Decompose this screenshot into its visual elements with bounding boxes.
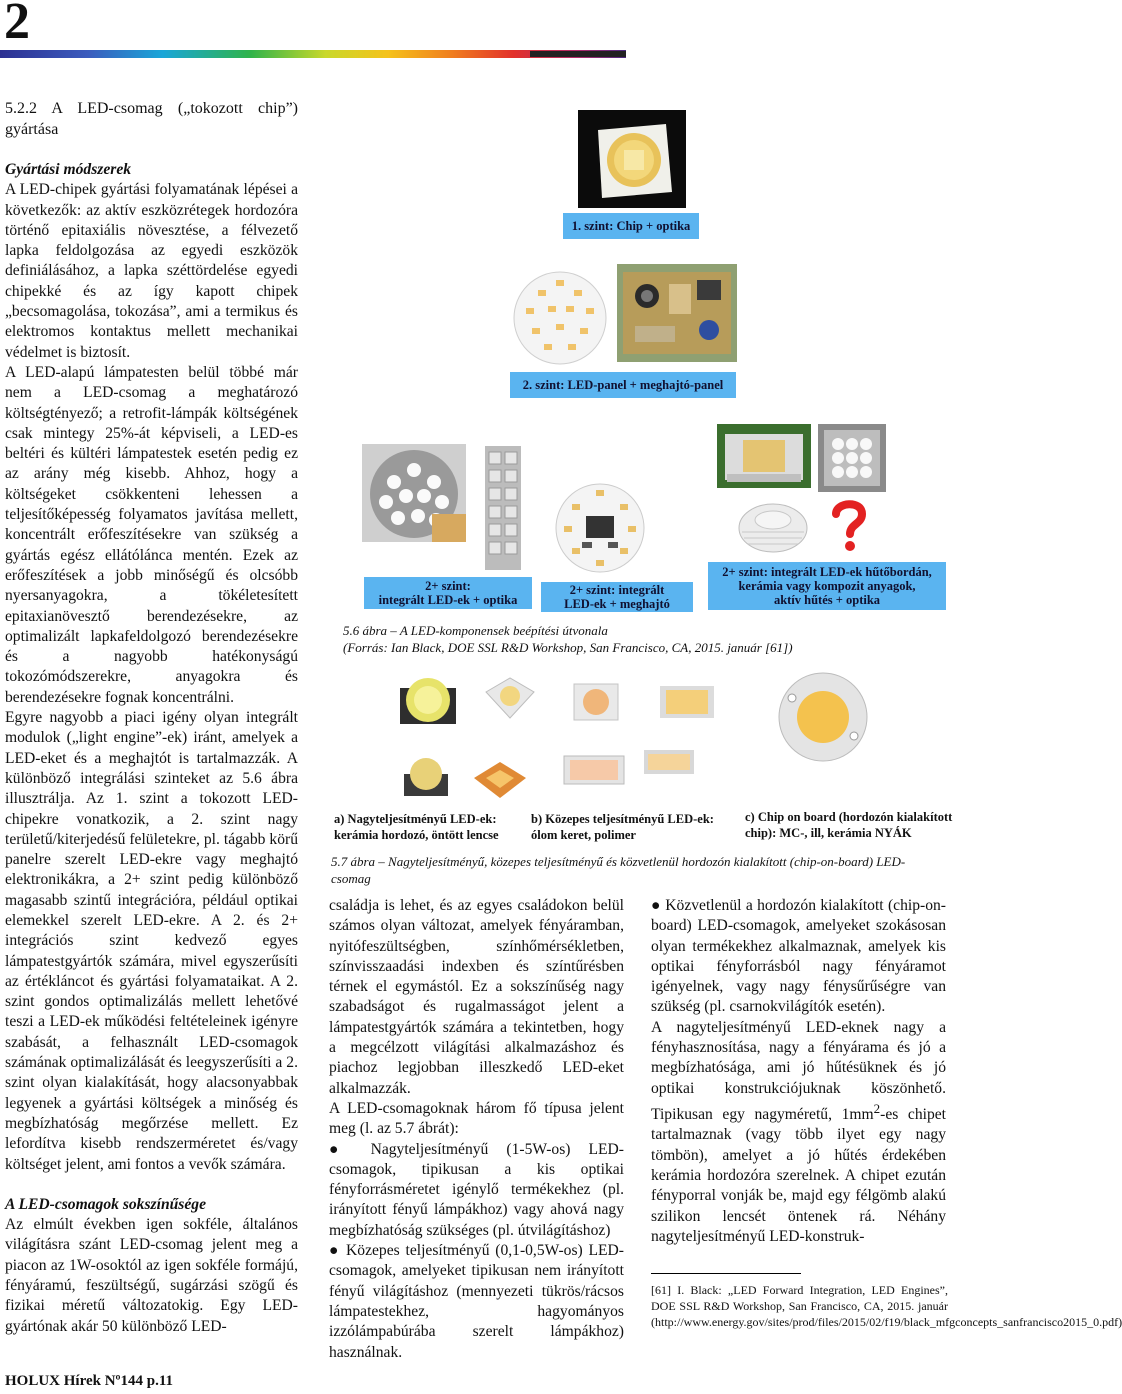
high-power-led-photo (480, 674, 538, 724)
left-column (5, 98, 298, 1337)
led-optics-module-photo (362, 444, 466, 542)
chip-on-board-led-photo (770, 668, 876, 766)
bullet-high-power: ● Nagyteljesítményű (1-5W-os) LED-csomagok, tipikusan a kis optikai fényforrásméretet igénylő termékekhez (pl. irányított fényű lámpákhoz) vagy ahová nagy megbízhatóság szükséges (pl. útvilágításhoz) (329, 1140, 624, 1239)
subheading-diversity: A LED-csomagok sokszínűsége (5, 1195, 207, 1213)
subheading-methods: Gyártási módszerek (5, 161, 132, 178)
bullet-mid-power: ● Közepes teljesítményű (0,1-0,5W-os) LED-csomagok, amelyeket tipikusan nem irányított fényű világításhoz (mennyezeti tükrös/rácsos lámpatestekhez, hagyományos izzólámpabúrába szerelt lámpákhoz) használnak. (329, 1242, 624, 1361)
mid-power-led-photo (568, 676, 624, 724)
label-level-2plus-optics: 2+ szint: integrált LED-ek + optika (364, 577, 532, 609)
figure-5-7-label-a: a) Nagyteljesítményű LED-ek: kerámia hordozó, öntött lencse (334, 812, 499, 842)
figure-5-7-label-b: b) Közepes teljesítményű LED-ek: ólom keret, polimer (531, 812, 714, 842)
integrated-led-driver-photo (552, 480, 648, 576)
high-power-led-photo (398, 752, 454, 800)
heatsink-led-photo (717, 424, 811, 488)
text-column-middle (329, 896, 624, 1363)
question-mark-icon (828, 498, 870, 552)
label-level-2: 2. szint: LED-panel + meghajtó-panel (510, 372, 736, 398)
page-number: 2 (4, 0, 30, 50)
footnote: [61] I. Black: „LED Forward Integration, LED Engines”, DOE SSL R&D Workshop, San Francisco, CA, 2015. január (http://www.energy.gov/sites/prod/files/2015/02/f19/black_mfgconcepts_sanfrancisco2015_0.pdf) (651, 1283, 1122, 1329)
section-heading: 5.2.2 A LED-csomag („tokozott chip”) gyártása (5, 100, 298, 138)
text-column-right (651, 896, 946, 1247)
paragraph: A LED-csomagoknak három fő típusa jelent meg (l. az 5.7 ábrát): (329, 1099, 624, 1138)
figure-5-6-caption: 5.6 ábra – A LED-komponensek beépítési útvonala (343, 623, 608, 638)
mid-power-led-photo (656, 680, 718, 722)
label-level-2plus-driver: 2+ szint: integrált LED-ek + meghajtó (541, 582, 693, 612)
mid-power-led-photo (560, 752, 628, 788)
led-array-photo (818, 424, 886, 492)
driver-board-photo (617, 264, 737, 362)
paragraph: Az elmúlt években igen sokféle, általános világításra szánt LED-csomag jelent meg a piacon az 1W-osoktól az igen sokféle formájú, fényáramú, feszültségű, sugárzási szögű és fizikai méretű változatokig. Egy LED-gyártónak akár 50 különböző LED- (5, 1216, 298, 1335)
high-power-led-photo (392, 672, 464, 728)
page-footer: HOLUX Hírek Nº144 p.11 (5, 1373, 174, 1389)
paragraph: Egyre nagyobb a piaci igény olyan integrált modulok („light engine”-ek) iránt, amelyek a LED-eket és a meghajtót is tartalmazzák. A különböző integrálási szinteket az 5.6 ábra illusztrálja. Az 1. szint a tokozott LED-chipekre vonatkozik, a 2. szint nagy területű/kiterjedésű felületekre, pl. tágabb körű panelre szerelt LED-ekre vagy meghajtó elektronikákra, a 2+ szint pedig különböző magasabb szintű integrációra, például optikai elemekkel szerelt LED-ekre. A 2. és 2+ integrációs szint kedvező egyes lámpatestgyártók számára, mivel egyszerűsíti az értékláncot és gyártási folyamataikat. A 2. szint gondos optimalizálás mellett lehetővé teszi a LED-ek működési feltételeinek igényre szabását, a felhasznált LED-csomagok számának optimalizálását és leegyszerűsíti a 2. szint olyan kialakítását, hogy alacsonyabbak legyenek a gyártási költségek a minőség és megbízhatóság megőrzése mellett. Ez lefordítva kisebb rendszerméretet és/vagy költséget jelent, ami fontos a vevők számára. (5, 709, 298, 1173)
bullet-chip-on-board: ● Közvetlenül a hordozón kialakított (chip-on-board) LED-csomagok, amelyeket szokásosan olyan termékekhez alkalmaznak, amelyek kis optikai fényforrásból nagy fényáramot igényelnek, vagy nagy fénysűrűségre van szükség (pl. csarnokvilágítók esetén). (651, 897, 946, 1016)
figure-5-7-caption: 5.7 ábra – Nagyteljesítményű, közepes teljesítményű és közvetlenül hordozón kialakított (chip-on-board) LED-csomag (331, 854, 906, 886)
paragraph: családja is lehet, és az egyes családokon belül számos olyan változat, amelyek fényáramban, nyitófeszültségben, színhőmérsékletben, színvisszaadási indexben és színtűrésben térnek el egymástól. Ez a sokszínűség nagy szabadságot és rugalmasságot jelent a lámpatestgyártók számára a tekintetben, hogy a megcélzott világítási alkalmazáshoz és piachoz legjobban illeszkedő LED-eket alkalmazzák. (329, 897, 624, 1097)
figure-5-7-label-c: c) Chip on board (hordozón kialakított chip): MC-, ill, kerámia NYÁK (745, 810, 953, 840)
paragraph: A LED-alapú lámpatesten belül többé már nem a LED-csomag a meghatározó költségtényező; a retrofit-lámpák költségének csak mintegy 25%-át képviseli, a LED-es beltéri és kültéri lámpatestek esetén pedig ez az arány még kisebb. Ahhoz, hogy a költségeket csökkenteni lehessen a teljesítőképesség folyamatos javítása mellett, koncentrált erőfeszítésekre van szükség a gyártás egész ellátólánca mentén. Ezek az erőfeszítések a jobb minőségű és olcsóbb nyersanyagokra, a tökéletesített epitaxianövesztő berendezésekre, az optimalizált lapkafeldolgozó berendezésekre és a nagyobb hatékonyságú tokozómódszerekre, anyagokra és berendezésekre fognak koncentrálni. (5, 363, 298, 706)
header-bar-dark-segment (530, 51, 626, 57)
high-power-led-photo (470, 754, 530, 802)
footnote-rule (651, 1273, 801, 1274)
figure-5-6-source: (Forrás: Ian Black, DOE SSL R&D Workshop, San Francisco, CA, 2015. január [61]) (343, 640, 793, 655)
mid-power-led-photo (640, 744, 698, 780)
label-level-1: 1. szint: Chip + optika (563, 213, 699, 239)
led-chip-photo (578, 110, 686, 208)
paragraph: A nagyteljesítményű LED-eknek nagy a fényhasznosítása, nagy a fényárama és jó a megbízhatósága, ami jó hűtésüknek és jó optikai konstrukciójuknak köszönhető. Tipikusan egy nagyméretű, $1mm^2-es$ chipet tartalmaznak (vagy több ilyet egy nagy tömbön), amelyet a jó hűtés érdekében kerámia hordozóra szerelnek. A chipet ezután fényporral vonják be, majd egy félgömb alakú szilikon lencsét öntenek rá. Néhány nagyteljesítményű LED-konstruk- (651, 1018, 947, 1245)
label-level-2plus-heatsink: 2+ szint: integrált LED-ek hűtőbordán, kerámia vagy kompozit anyagok, aktív hűtés + optika (708, 562, 946, 610)
ceramic-heatsink-photo (734, 492, 812, 560)
paragraph: A LED-chipek gyártási folyamatának lépései a következők: az aktív eszközrétegek hordozóra történő epitaxiális növesztése, a félvezető lapka feldolgozása az egyedi eszközök definiálásához, a lapka széttördelése egyedi chipekké és az így kapott chipek „becsomagolása, tokozása”, ami a termikus és elektromos kontaktus mellett mechanikai védelmet is biztosít. (5, 181, 298, 361)
led-panel-photo (508, 268, 612, 366)
led-linear-module-photo (475, 444, 531, 572)
